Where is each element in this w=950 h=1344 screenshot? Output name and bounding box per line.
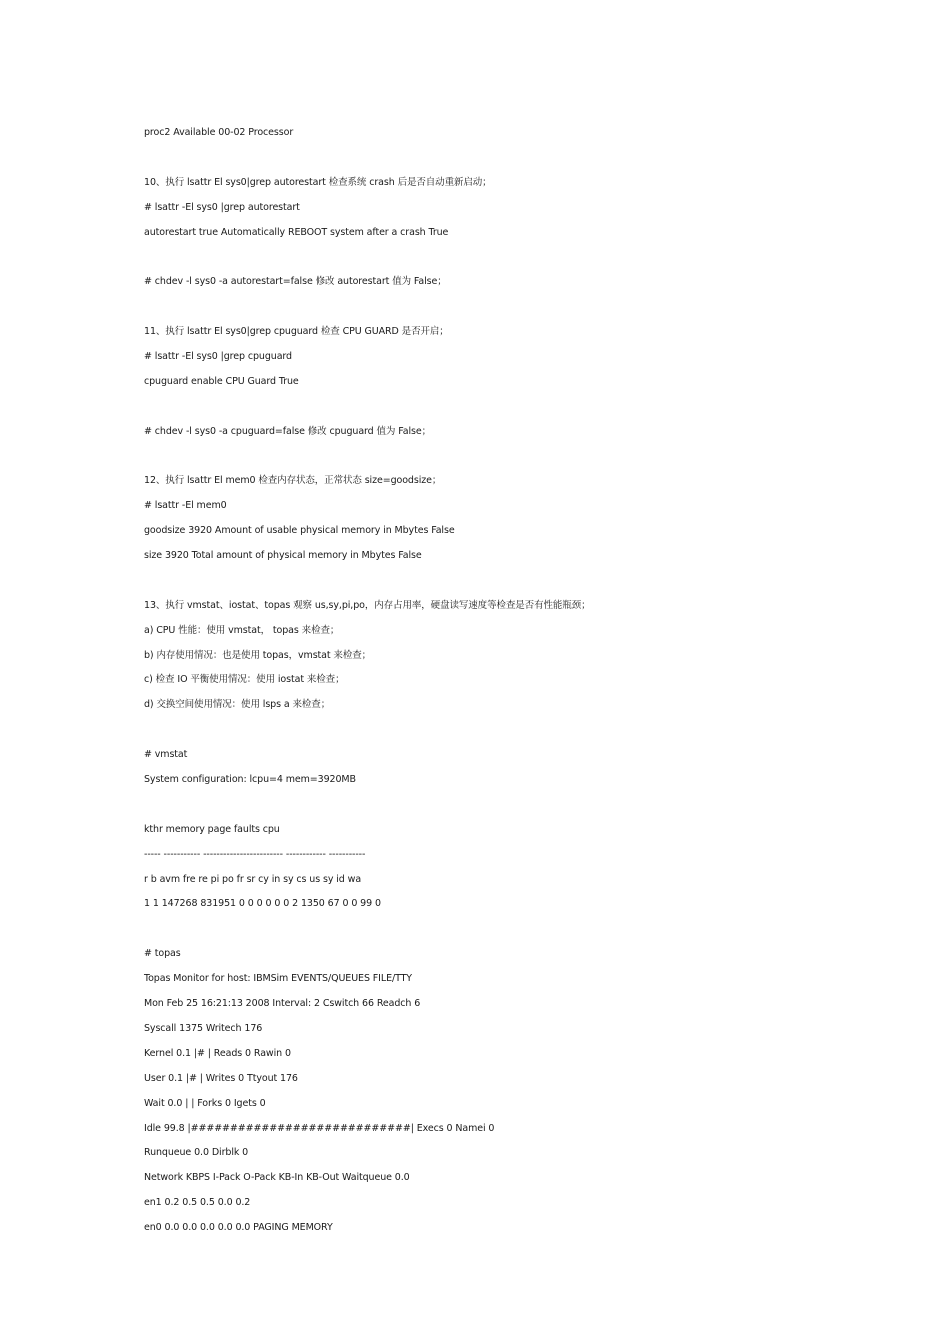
text-line: # lsattr -El mem0 [144,500,227,511]
text-line: autorestart true Automatically REBOOT system after a crash True [144,227,449,238]
text-line: # lsattr -El sys0 |grep autorestart [144,202,300,213]
text-line: c) 检查 IO 平衡使用情况：使用 iostat 来检查； [144,674,345,685]
text-line: Idle 99.8 |############################| Execs 0 Namei 0 [144,1123,495,1134]
text-line: 11、执行 lsattr El sys0|grep cpuguard 检查 CPU GUARD 是否开启； [144,326,449,337]
text-line: a) CPU 性能：使用 vmstat， topas 来检查； [144,625,340,636]
text-line: Wait 0.0 | | Forks 0 Igets 0 [144,1098,266,1109]
text-line: ----- ----------- ------------------------ ------------ ----------- [144,849,366,860]
text-line: b) 内存使用情况：也是使用 topas，vmstat 来检查； [144,650,372,661]
text-line: # chdev -l sys0 -a cpuguard=false 修改 cpuguard 值为 False； [144,426,432,437]
text-line: # chdev -l sys0 -a autorestart=false 修改 autorestart 值为 False； [144,276,447,287]
text-line: en0 0.0 0.0 0.0 0.0 0.0 PAGING MEMORY [144,1222,333,1233]
text-line: size 3920 Total amount of physical memory in Mbytes False [144,550,422,561]
text-line: 13、执行 vmstat、iostat、topas 观察 us,sy,pi,po，内存占用率，硬盘读写速度等检查是否有性能瓶颈； [144,600,591,611]
text-line: r b avm fre re pi po fr sr cy in sy cs us sy id wa [144,874,362,885]
text-line: Topas Monitor for host: IBMSim EVENTS/QUEUES FILE/TTY [144,973,413,984]
text-line: d) 交换空间使用情况：使用 lsps a 来检查； [144,699,331,710]
text-line: Runqueue 0.0 Dirblk 0 [144,1147,249,1158]
text-line: # topas [144,948,181,959]
text-line: 10、执行 lsattr El sys0|grep autorestart 检查系统 crash 后是否自动重新启动； [144,177,492,188]
text-line: cpuguard enable CPU Guard True [144,376,299,387]
text-line: Kernel 0.1 |# | Reads 0 Rawin 0 [144,1048,291,1059]
text-line: 1 1 147268 831951 0 0 0 0 0 0 2 1350 67 0 0 99 0 [144,898,381,909]
text-line: goodsize 3920 Amount of usable physical memory in Mbytes False [144,525,455,536]
text-line: en1 0.2 0.5 0.5 0.0 0.2 [144,1197,251,1208]
text-line: Network KBPS I-Pack O-Pack KB-In KB-Out Waitqueue 0.0 [144,1172,410,1183]
text-line: Mon Feb 25 16:21:13 2008 Interval: 2 Cswitch 66 Readch 6 [144,998,421,1009]
text-line: User 0.1 |# | Writes 0 Ttyout 176 [144,1073,298,1084]
text-line: proc2 Available 00-02 Processor [144,127,294,138]
text-line: kthr memory page faults cpu [144,824,280,835]
text-line: # lsattr -El sys0 |grep cpuguard [144,351,292,362]
text-line: System configuration: lcpu=4 mem=3920MB [144,774,356,785]
text-line: 12、执行 lsattr El mem0 检查内存状态，正常状态 size=goodsize； [144,475,442,486]
text-line: Syscall 1375 Writech 176 [144,1023,263,1034]
text-line: # vmstat [144,749,188,760]
